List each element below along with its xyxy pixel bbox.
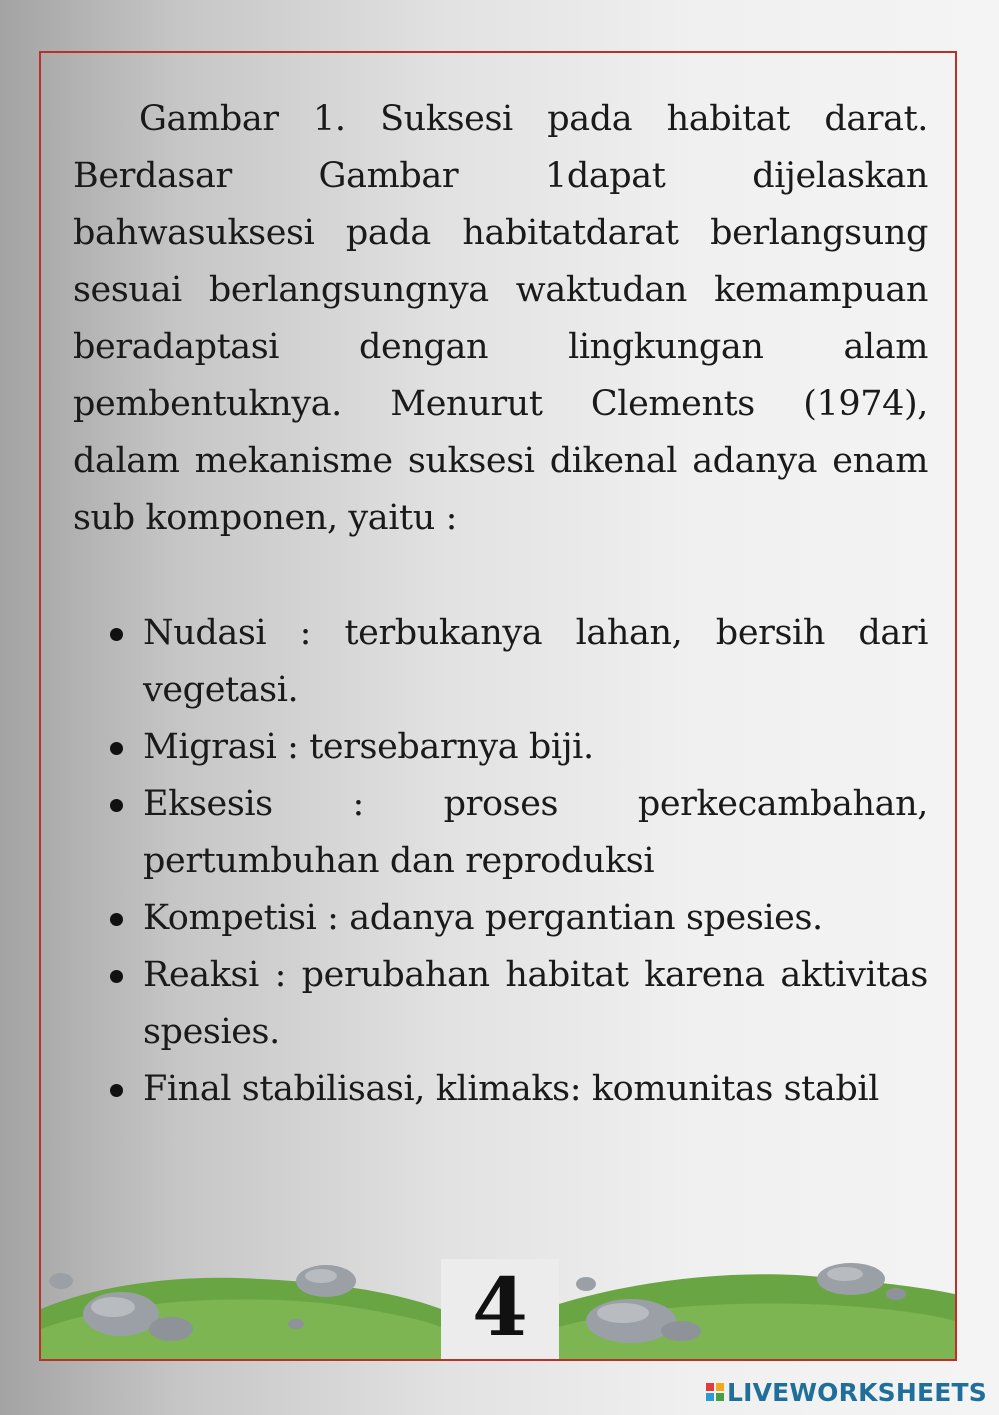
list-item-text: Kompetisi : adanya pergantian spesies. <box>143 898 823 938</box>
list-item <box>73 605 928 719</box>
list-item-text: Migrasi : tersebarnya biji. <box>143 727 594 767</box>
rock-icon <box>91 1297 135 1317</box>
brand-text: LIVEWORKSHEETS <box>726 1377 987 1407</box>
list-item-text: Final stabilisasi, klimaks: komunitas stabil <box>143 1069 879 1109</box>
bullet-icon <box>110 1084 123 1097</box>
intro-paragraph: Gambar 1. Suksesi pada habitat darat. Berdasar Gambar 1dapat dijelaskan bahwasuksesi pada habitatdarat berlangsung sesuai berlangsungnya waktudan kemampuan beradaptasi dengan lingkungan alam pembentuknya. Menurut Clements (1974), dalam mekanisme suksesi dikenal adanya enam sub komponen, yaitu : <box>73 99 928 538</box>
page-number: 4 <box>441 1259 559 1359</box>
list-item <box>73 1061 928 1118</box>
rock-icon <box>827 1267 863 1281</box>
bullet-icon <box>110 970 123 983</box>
page-frame <box>39 51 957 1361</box>
rock-icon <box>49 1273 73 1289</box>
rock-icon <box>288 1319 304 1329</box>
bullet-icon <box>110 742 123 755</box>
rock-icon <box>149 1317 193 1341</box>
bullet-icon <box>110 628 123 641</box>
rock-icon <box>305 1269 337 1283</box>
list-item <box>73 890 928 947</box>
list-item-text: Eksesis : proses perkecambahan, pertumbuhan dan reproduksi <box>143 784 928 881</box>
bullet-icon <box>110 799 123 812</box>
component-list <box>73 605 928 1118</box>
list-item <box>73 947 928 1061</box>
list-item <box>73 719 928 776</box>
list-item-text: Reaksi : perubahan habitat karena aktivitas spesies. <box>143 955 928 1052</box>
brand-logo-icon <box>706 1383 724 1401</box>
liveworksheets-logo[interactable] <box>706 1377 987 1407</box>
rock-icon <box>661 1321 701 1341</box>
rock-icon <box>597 1303 649 1323</box>
list-item-text: Nudasi : terbukanya lahan, bersih dari vegetasi. <box>143 613 928 710</box>
list-item <box>73 776 928 890</box>
bullet-icon <box>110 913 123 926</box>
rock-icon <box>576 1277 596 1291</box>
rock-icon <box>886 1288 906 1300</box>
